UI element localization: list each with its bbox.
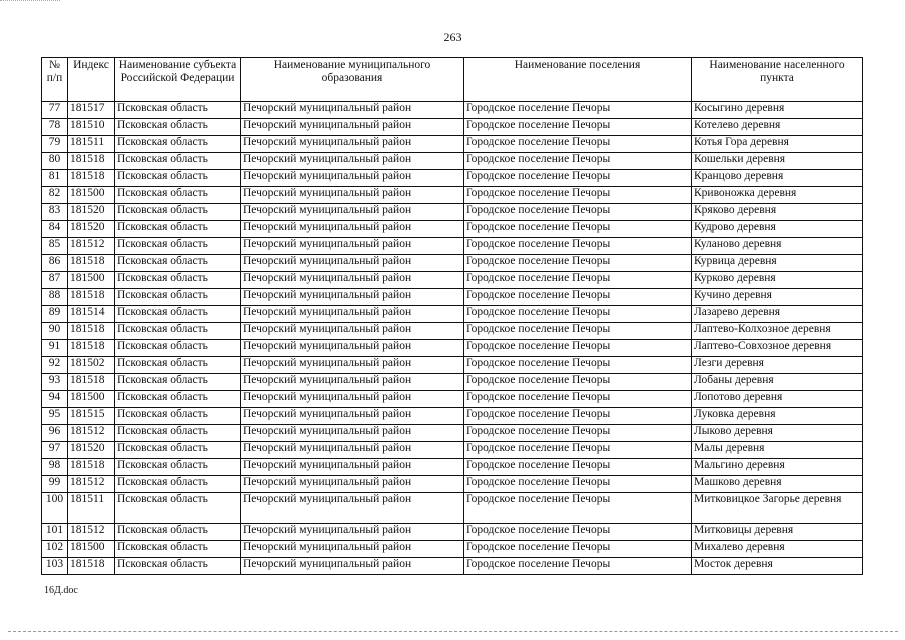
cell-subject: Псковская область: [115, 425, 241, 442]
cell-num: 90: [42, 323, 68, 340]
cell-settlement: Городское поселение Печоры: [464, 255, 692, 272]
table-row: [42, 493, 863, 524]
cell-subject: Псковская область: [115, 476, 241, 493]
cell-settlement: Городское поселение Печоры: [464, 425, 692, 442]
cell-num: 86: [42, 255, 68, 272]
cell-subject: Псковская область: [115, 541, 241, 558]
cell-settlement: Городское поселение Печоры: [464, 170, 692, 187]
table-row: [42, 558, 863, 575]
cell-settlement: Городское поселение Печоры: [464, 476, 692, 493]
cell-num: 84: [42, 221, 68, 238]
cell-settlement: Городское поселение Печоры: [464, 289, 692, 306]
cell-locality: Митковицы деревня: [692, 524, 863, 541]
header-settlement: Наименование поселения: [464, 58, 692, 102]
cell-subject: Псковская область: [115, 524, 241, 541]
cell-index: 181514: [68, 306, 115, 323]
cell-num: 96: [42, 425, 68, 442]
table-row: [42, 323, 863, 340]
header-index: Индекс: [68, 58, 115, 102]
cell-municipality: Печорский муниципальный район: [241, 442, 464, 459]
cell-settlement: Городское поселение Печоры: [464, 204, 692, 221]
cell-subject: Псковская область: [115, 136, 241, 153]
cell-num: 98: [42, 459, 68, 476]
table-body: [42, 102, 863, 575]
header-subject: Наименование субъекта Российской Федерации: [115, 58, 241, 102]
cell-locality: Кошельки деревня: [692, 153, 863, 170]
table-row: [42, 476, 863, 493]
table-row: [42, 102, 863, 119]
cell-locality: Котья Гора деревня: [692, 136, 863, 153]
cell-municipality: Печорский муниципальный район: [241, 340, 464, 357]
cell-settlement: Городское поселение Печоры: [464, 357, 692, 374]
cell-municipality: Печорский муниципальный район: [241, 374, 464, 391]
cell-index: 181500: [68, 541, 115, 558]
table-row: [42, 541, 863, 558]
cell-index: 181512: [68, 238, 115, 255]
cell-settlement: Городское поселение Печоры: [464, 391, 692, 408]
cell-settlement: Городское поселение Печоры: [464, 493, 692, 524]
cell-subject: Псковская область: [115, 408, 241, 425]
cell-index: 181518: [68, 558, 115, 575]
cell-subject: Псковская область: [115, 221, 241, 238]
cell-municipality: Печорский муниципальный район: [241, 306, 464, 323]
cell-num: 88: [42, 289, 68, 306]
table-row: [42, 153, 863, 170]
table-row: [42, 340, 863, 357]
table-row: [42, 459, 863, 476]
cell-locality: Лопотово деревня: [692, 391, 863, 408]
cell-locality: Котелево деревня: [692, 119, 863, 136]
cell-locality: Машково деревня: [692, 476, 863, 493]
cell-num: 94: [42, 391, 68, 408]
cell-locality: Кудрово деревня: [692, 221, 863, 238]
cell-subject: Псковская область: [115, 442, 241, 459]
cell-num: 85: [42, 238, 68, 255]
cell-subject: Псковская область: [115, 459, 241, 476]
table-header-row: [42, 58, 863, 102]
cell-num: 79: [42, 136, 68, 153]
cell-subject: Псковская область: [115, 391, 241, 408]
table-row: [42, 255, 863, 272]
cell-municipality: Печорский муниципальный район: [241, 459, 464, 476]
cell-index: 181500: [68, 272, 115, 289]
cell-locality: Косыгино деревня: [692, 102, 863, 119]
cell-locality: Лаптево-Совхозное деревня: [692, 340, 863, 357]
cell-locality: Лыково деревня: [692, 425, 863, 442]
cell-settlement: Городское поселение Печоры: [464, 340, 692, 357]
cell-index: 181510: [68, 119, 115, 136]
cell-subject: Псковская область: [115, 374, 241, 391]
cell-index: 181520: [68, 221, 115, 238]
cell-locality: Мосток деревня: [692, 558, 863, 575]
cell-subject: Псковская область: [115, 272, 241, 289]
cell-locality: Кранцово деревня: [692, 170, 863, 187]
cell-index: 181518: [68, 459, 115, 476]
cell-settlement: Городское поселение Печоры: [464, 238, 692, 255]
cell-index: 181512: [68, 476, 115, 493]
table-row: [42, 136, 863, 153]
cell-municipality: Печорский муниципальный район: [241, 541, 464, 558]
cell-subject: Псковская область: [115, 204, 241, 221]
cell-locality: Курково деревня: [692, 272, 863, 289]
cell-settlement: Городское поселение Печоры: [464, 136, 692, 153]
cell-index: 181511: [68, 136, 115, 153]
scan-artifact-bottom: [8, 631, 898, 632]
cell-municipality: Печорский муниципальный район: [241, 136, 464, 153]
cell-municipality: Печорский муниципальный район: [241, 357, 464, 374]
cell-municipality: Печорский муниципальный район: [241, 204, 464, 221]
cell-settlement: Городское поселение Печоры: [464, 524, 692, 541]
cell-settlement: Городское поселение Печоры: [464, 102, 692, 119]
table-row: [42, 272, 863, 289]
cell-index: 181518: [68, 153, 115, 170]
cell-num: 80: [42, 153, 68, 170]
cell-index: 181518: [68, 340, 115, 357]
cell-municipality: Печорский муниципальный район: [241, 558, 464, 575]
cell-settlement: Городское поселение Печоры: [464, 153, 692, 170]
cell-index: 181511: [68, 493, 115, 524]
cell-num: 92: [42, 357, 68, 374]
table-row: [42, 524, 863, 541]
table-row: [42, 170, 863, 187]
cell-num: 99: [42, 476, 68, 493]
cell-municipality: Печорский муниципальный район: [241, 425, 464, 442]
table-row: [42, 238, 863, 255]
cell-settlement: Городское поселение Печоры: [464, 272, 692, 289]
cell-settlement: Городское поселение Печоры: [464, 442, 692, 459]
cell-index: 181518: [68, 255, 115, 272]
cell-num: 100: [42, 493, 68, 524]
cell-index: 181518: [68, 289, 115, 306]
cell-num: 102: [42, 541, 68, 558]
table-row: [42, 187, 863, 204]
cell-subject: Псковская область: [115, 187, 241, 204]
cell-locality: Луковка деревня: [692, 408, 863, 425]
settlements-table: [41, 57, 863, 575]
cell-index: 181520: [68, 442, 115, 459]
cell-index: 181518: [68, 170, 115, 187]
cell-index: 181518: [68, 323, 115, 340]
table-row: [42, 204, 863, 221]
header-locality: Наименование населенного пункта: [692, 58, 863, 102]
cell-index: 181518: [68, 374, 115, 391]
cell-index: 181500: [68, 391, 115, 408]
cell-municipality: Печорский муниципальный район: [241, 476, 464, 493]
cell-municipality: Печорский муниципальный район: [241, 255, 464, 272]
cell-subject: Псковская область: [115, 238, 241, 255]
cell-num: 78: [42, 119, 68, 136]
header-num: № п/п: [42, 58, 68, 102]
cell-municipality: Печорский муниципальный район: [241, 408, 464, 425]
header-municipality: Наименование муниципального образования: [241, 58, 464, 102]
cell-num: 77: [42, 102, 68, 119]
cell-locality: Мальгино деревня: [692, 459, 863, 476]
cell-locality: Михалево деревня: [692, 541, 863, 558]
cell-subject: Псковская область: [115, 102, 241, 119]
cell-num: 101: [42, 524, 68, 541]
cell-settlement: Городское поселение Печоры: [464, 221, 692, 238]
cell-locality: Кучино деревня: [692, 289, 863, 306]
cell-municipality: Печорский муниципальный район: [241, 272, 464, 289]
cell-subject: Псковская область: [115, 170, 241, 187]
cell-index: 181502: [68, 357, 115, 374]
table-row: [42, 408, 863, 425]
cell-index: 181500: [68, 187, 115, 204]
cell-locality: Малы деревня: [692, 442, 863, 459]
cell-subject: Псковская область: [115, 153, 241, 170]
cell-municipality: Печорский муниципальный район: [241, 391, 464, 408]
cell-municipality: Печорский муниципальный район: [241, 493, 464, 524]
cell-subject: Псковская область: [115, 357, 241, 374]
cell-index: 181517: [68, 102, 115, 119]
scan-artifact-top: [0, 0, 60, 1]
table-row: [42, 374, 863, 391]
cell-num: 103: [42, 558, 68, 575]
cell-num: 97: [42, 442, 68, 459]
cell-locality: Митковицкое Загорье деревня: [692, 493, 863, 524]
table-row: [42, 391, 863, 408]
cell-settlement: Городское поселение Печоры: [464, 323, 692, 340]
cell-settlement: Городское поселение Печоры: [464, 119, 692, 136]
cell-settlement: Городское поселение Печоры: [464, 408, 692, 425]
cell-settlement: Городское поселение Печоры: [464, 459, 692, 476]
cell-municipality: Печорский муниципальный район: [241, 119, 464, 136]
cell-subject: Псковская область: [115, 340, 241, 357]
cell-settlement: Городское поселение Печоры: [464, 558, 692, 575]
cell-num: 83: [42, 204, 68, 221]
cell-municipality: Печорский муниципальный район: [241, 170, 464, 187]
cell-municipality: Печорский муниципальный район: [241, 289, 464, 306]
cell-municipality: Печорский муниципальный район: [241, 187, 464, 204]
table-row: [42, 357, 863, 374]
cell-num: 93: [42, 374, 68, 391]
cell-subject: Псковская область: [115, 493, 241, 524]
cell-index: 181512: [68, 524, 115, 541]
cell-settlement: Городское поселение Печоры: [464, 187, 692, 204]
cell-locality: Лобаны деревня: [692, 374, 863, 391]
cell-settlement: Городское поселение Печоры: [464, 306, 692, 323]
cell-locality: Лазарево деревня: [692, 306, 863, 323]
cell-num: 87: [42, 272, 68, 289]
cell-municipality: Печорский муниципальный район: [241, 524, 464, 541]
cell-num: 95: [42, 408, 68, 425]
cell-municipality: Печорский муниципальный район: [241, 221, 464, 238]
table-row: [42, 119, 863, 136]
cell-municipality: Печорский муниципальный район: [241, 153, 464, 170]
cell-settlement: Городское поселение Печоры: [464, 374, 692, 391]
cell-subject: Псковская область: [115, 289, 241, 306]
cell-subject: Псковская область: [115, 306, 241, 323]
cell-num: 82: [42, 187, 68, 204]
cell-num: 89: [42, 306, 68, 323]
cell-num: 91: [42, 340, 68, 357]
table-row: [42, 442, 863, 459]
cell-locality: Кривоножка деревня: [692, 187, 863, 204]
cell-subject: Псковская область: [115, 558, 241, 575]
cell-num: 81: [42, 170, 68, 187]
cell-municipality: Печорский муниципальный район: [241, 102, 464, 119]
cell-subject: Псковская область: [115, 255, 241, 272]
cell-locality: Курвица деревня: [692, 255, 863, 272]
cell-municipality: Печорский муниципальный район: [241, 323, 464, 340]
table-row: [42, 221, 863, 238]
cell-index: 181515: [68, 408, 115, 425]
cell-municipality: Печорский муниципальный район: [241, 238, 464, 255]
cell-subject: Псковская область: [115, 323, 241, 340]
cell-subject: Псковская область: [115, 119, 241, 136]
table-row: [42, 306, 863, 323]
cell-settlement: Городское поселение Печоры: [464, 541, 692, 558]
footer-filename: 16Д.doc: [44, 585, 78, 596]
cell-index: 181512: [68, 425, 115, 442]
table-row: [42, 425, 863, 442]
page-number: 263: [443, 30, 462, 44]
table-row: [42, 289, 863, 306]
cell-locality: Лаптево-Колхозное деревня: [692, 323, 863, 340]
cell-index: 181520: [68, 204, 115, 221]
cell-locality: Куланово деревня: [692, 238, 863, 255]
cell-locality: Кряково деревня: [692, 204, 863, 221]
cell-locality: Лезги деревня: [692, 357, 863, 374]
